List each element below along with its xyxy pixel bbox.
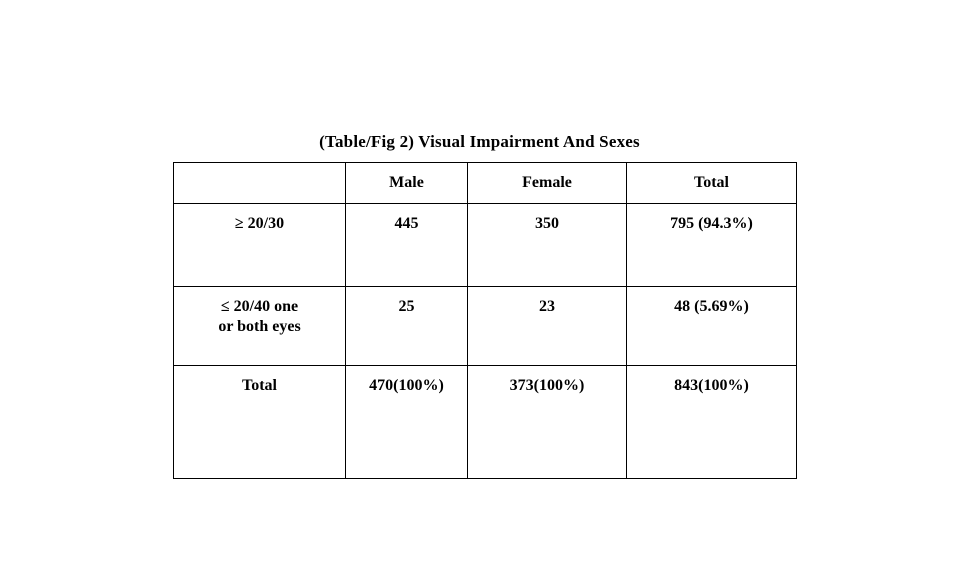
row-label-line1: Total [242, 377, 277, 394]
cell-total: 795 (94.3%) [627, 204, 797, 287]
header-cell-blank [174, 163, 346, 204]
cell-female: 350 [468, 204, 627, 287]
cell-female: 373(100%) [468, 366, 627, 479]
header-cell-male: Male [346, 163, 468, 204]
visual-impairment-table [173, 162, 797, 479]
cell-male: 445 [346, 204, 468, 287]
table-row [174, 287, 797, 366]
table-row [174, 366, 797, 479]
cell-male: 25 [346, 287, 468, 366]
header-cell-female: Female [468, 163, 627, 204]
cell-total: 48 (5.69%) [627, 287, 797, 366]
table-header-row [174, 163, 797, 204]
row-label-line1: ≥ 20/30 [234, 215, 285, 232]
row-label-line1: ≤ 20/40 one [220, 298, 299, 315]
cell-total: 843(100%) [627, 366, 797, 479]
table-row [174, 204, 797, 287]
table-caption: (Table/Fig 2) Visual Impairment And Sexes [319, 132, 640, 151]
table-container [173, 162, 786, 479]
row-label-cell [174, 366, 346, 479]
header-cell-total: Total [627, 163, 797, 204]
row-label-cell [174, 204, 346, 287]
row-label-cell [174, 287, 346, 366]
row-label-line2: or both eyes [218, 318, 301, 335]
cell-female: 23 [468, 287, 627, 366]
cell-male: 470(100%) [346, 366, 468, 479]
